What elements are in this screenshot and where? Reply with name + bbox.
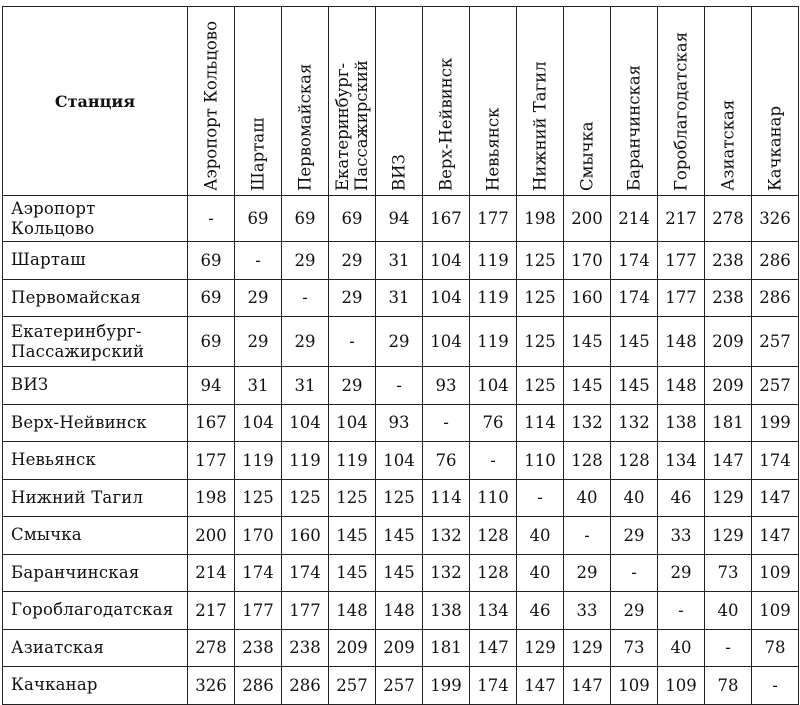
distance-cell: 128 (564, 442, 611, 480)
distance-cell: 174 (282, 554, 329, 592)
distance-cell: - (564, 517, 611, 555)
table-row (3, 479, 799, 517)
row-station-name: Екатеринбург- Пассажирский (3, 317, 188, 367)
distance-cell: 94 (376, 196, 423, 242)
distance-cell: 125 (329, 479, 376, 517)
distance-cell: - (658, 592, 705, 630)
distance-cell: 76 (470, 404, 517, 442)
distance-cell: - (470, 442, 517, 480)
distance-cell: 209 (376, 629, 423, 667)
distance-cell: 134 (470, 592, 517, 630)
distance-cell: 238 (705, 242, 752, 280)
column-header (611, 7, 658, 196)
distance-cell: 286 (282, 667, 329, 705)
distance-cell: 69 (235, 196, 282, 242)
distance-cell: 104 (423, 279, 470, 317)
distance-cell: 217 (658, 196, 705, 242)
distance-cell: 104 (235, 404, 282, 442)
distance-cell: 145 (564, 317, 611, 367)
row-station-name: Смычка (3, 517, 188, 555)
distance-cell: 148 (329, 592, 376, 630)
column-header (470, 7, 517, 196)
distance-cell: 148 (658, 317, 705, 367)
distance-cell: 181 (423, 629, 470, 667)
distance-cell: - (705, 629, 752, 667)
distance-cell: 147 (564, 667, 611, 705)
distance-cell: 138 (423, 592, 470, 630)
distance-cell: 31 (282, 367, 329, 405)
distance-cell: 145 (376, 517, 423, 555)
distance-cell: 110 (517, 442, 564, 480)
distance-cell: 69 (282, 196, 329, 242)
distance-cell: 119 (329, 442, 376, 480)
table-body (3, 196, 799, 705)
distance-cell: 238 (282, 629, 329, 667)
distance-cell: 109 (658, 667, 705, 705)
distance-cell: - (282, 279, 329, 317)
distance-cell: 170 (235, 517, 282, 555)
distance-cell: 31 (376, 242, 423, 280)
distance-cell: 177 (282, 592, 329, 630)
distance-cell: 93 (423, 367, 470, 405)
column-header (423, 7, 470, 196)
distance-cell: 104 (423, 242, 470, 280)
distance-cell: 145 (329, 517, 376, 555)
distance-cell: 174 (611, 242, 658, 280)
column-header-label: Качканар (765, 105, 785, 191)
distance-cell: 326 (188, 667, 235, 705)
table-row (3, 242, 799, 280)
distance-cell: 114 (423, 479, 470, 517)
distance-cell: 145 (376, 554, 423, 592)
distance-cell: 104 (329, 404, 376, 442)
row-station-name: Невьянск (3, 442, 188, 480)
distance-cell: 177 (470, 196, 517, 242)
column-header (517, 7, 564, 196)
column-header-label: Азиатская (718, 99, 738, 191)
distance-cell: 257 (329, 667, 376, 705)
table-row (3, 442, 799, 480)
distance-cell: 125 (517, 279, 564, 317)
column-header-label: Верх-Нейвинск (436, 57, 456, 191)
distance-cell: 132 (611, 404, 658, 442)
distance-cell: 119 (282, 442, 329, 480)
distance-cell: 129 (705, 479, 752, 517)
table-row (3, 196, 799, 242)
distance-cell: 128 (470, 554, 517, 592)
column-header (376, 7, 423, 196)
corner-header: Станция (3, 7, 188, 196)
column-header (188, 7, 235, 196)
distance-cell: 128 (470, 517, 517, 555)
distance-cell: 257 (376, 667, 423, 705)
distance-cell: 104 (470, 367, 517, 405)
distance-cell: 257 (752, 317, 799, 367)
column-header-label: Невьянск (483, 107, 503, 191)
row-station-name: Аэропорт Кольцово (3, 196, 188, 242)
distance-cell: 29 (235, 317, 282, 367)
column-header-label: Нижний Тагил (530, 61, 550, 191)
distance-cell: 29 (329, 279, 376, 317)
table-row (3, 592, 799, 630)
distance-cell: 132 (423, 517, 470, 555)
distance-cell: 29 (564, 554, 611, 592)
table-row (3, 317, 799, 367)
table-row (3, 517, 799, 555)
distance-cell: - (423, 404, 470, 442)
row-station-name: Нижний Тагил (3, 479, 188, 517)
distance-cell: 33 (564, 592, 611, 630)
column-header (235, 7, 282, 196)
distance-cell: 104 (376, 442, 423, 480)
row-station-name: Шарташ (3, 242, 188, 280)
distance-cell: 147 (470, 629, 517, 667)
column-header (564, 7, 611, 196)
distance-cell: - (235, 242, 282, 280)
distance-cell: 119 (470, 317, 517, 367)
distance-cell: 286 (235, 667, 282, 705)
distance-cell: 214 (611, 196, 658, 242)
table-row (3, 367, 799, 405)
distance-cell: 145 (611, 317, 658, 367)
distance-cell: 286 (752, 242, 799, 280)
distance-cell: 174 (235, 554, 282, 592)
distance-cell: 119 (470, 279, 517, 317)
row-station-name: Качканар (3, 667, 188, 705)
distance-cell: 29 (611, 517, 658, 555)
distance-cell: 200 (188, 517, 235, 555)
distance-cell: 145 (611, 367, 658, 405)
column-header-label: Смычка (577, 121, 597, 191)
distance-cell: 46 (517, 592, 564, 630)
distance-cell: 148 (658, 367, 705, 405)
distance-cell: 160 (282, 517, 329, 555)
distance-cell: 40 (705, 592, 752, 630)
distance-cell: 134 (658, 442, 705, 480)
column-header-label: Екатеринбург- Пассажирский (333, 60, 371, 191)
distance-cell: 199 (423, 667, 470, 705)
distance-cell: 129 (517, 629, 564, 667)
distance-cell: 257 (752, 367, 799, 405)
distance-cell: 109 (611, 667, 658, 705)
distance-cell: 177 (235, 592, 282, 630)
distance-cell: 69 (188, 279, 235, 317)
distance-cell: 147 (752, 517, 799, 555)
distance-cell: 29 (282, 317, 329, 367)
distance-cell: 109 (752, 592, 799, 630)
distance-cell: 326 (752, 196, 799, 242)
distance-cell: 199 (752, 404, 799, 442)
distance-cell: 31 (235, 367, 282, 405)
distance-cell: 238 (705, 279, 752, 317)
table-row (3, 629, 799, 667)
distance-cell: 40 (517, 554, 564, 592)
distance-cell: 147 (752, 479, 799, 517)
column-header (658, 7, 705, 196)
distance-cell: 128 (611, 442, 658, 480)
row-station-name: Верх-Нейвинск (3, 404, 188, 442)
distance-cell: 78 (705, 667, 752, 705)
row-station-name: Баранчинская (3, 554, 188, 592)
distance-cell: 78 (752, 629, 799, 667)
distance-cell: 29 (329, 242, 376, 280)
column-header-label: Аэропорт Кольцово (201, 20, 221, 191)
distance-cell: 40 (658, 629, 705, 667)
distance-cell: 167 (423, 196, 470, 242)
table-row (3, 667, 799, 705)
distance-cell: - (611, 554, 658, 592)
distance-cell: - (752, 667, 799, 705)
distance-cell: 119 (470, 242, 517, 280)
distance-cell: 33 (658, 517, 705, 555)
distance-cell: - (376, 367, 423, 405)
distance-cell: 167 (188, 404, 235, 442)
distance-cell: 73 (705, 554, 752, 592)
distance-cell: 29 (329, 367, 376, 405)
distance-cell: 29 (235, 279, 282, 317)
distance-cell: 104 (423, 317, 470, 367)
distance-cell: 114 (517, 404, 564, 442)
distance-cell: 278 (188, 629, 235, 667)
distance-cell: 46 (658, 479, 705, 517)
distance-cell: 29 (658, 554, 705, 592)
distance-cell: 209 (705, 367, 752, 405)
distance-cell: 214 (188, 554, 235, 592)
distance-cell: 132 (564, 404, 611, 442)
distance-cell: 29 (376, 317, 423, 367)
distance-cell: 177 (658, 279, 705, 317)
distance-cell: 198 (517, 196, 564, 242)
distance-table (2, 6, 799, 705)
column-header-label: Шарташ (248, 117, 268, 191)
distance-cell: 132 (423, 554, 470, 592)
column-header-label: Гороблагодатская (671, 31, 691, 191)
distance-cell: 145 (329, 554, 376, 592)
distance-cell: 94 (188, 367, 235, 405)
distance-cell: 40 (564, 479, 611, 517)
distance-cell: 138 (658, 404, 705, 442)
distance-cell: 125 (376, 479, 423, 517)
column-header-label: Баранчинская (624, 64, 644, 191)
column-header-label: Первомайская (295, 63, 315, 191)
distance-cell: 76 (423, 442, 470, 480)
distance-cell: - (329, 317, 376, 367)
column-header (282, 7, 329, 196)
row-station-name: ВИЗ (3, 367, 188, 405)
distance-cell: 125 (517, 242, 564, 280)
column-header (329, 7, 376, 196)
distance-cell: 209 (705, 317, 752, 367)
distance-cell: 177 (658, 242, 705, 280)
distance-cell: 125 (282, 479, 329, 517)
distance-cell: 217 (188, 592, 235, 630)
table-row (3, 279, 799, 317)
row-station-name: Первомайская (3, 279, 188, 317)
distance-cell: 160 (564, 279, 611, 317)
distance-cell: 119 (235, 442, 282, 480)
distance-cell: 29 (282, 242, 329, 280)
distance-cell: 93 (376, 404, 423, 442)
table-row (3, 404, 799, 442)
distance-cell: 181 (705, 404, 752, 442)
distance-cell: 238 (235, 629, 282, 667)
distance-cell: 174 (470, 667, 517, 705)
column-header-label: ВИЗ (389, 154, 409, 191)
distance-cell: 125 (235, 479, 282, 517)
distance-cell: 209 (329, 629, 376, 667)
column-header (705, 7, 752, 196)
distance-cell: 29 (611, 592, 658, 630)
distance-cell: 31 (376, 279, 423, 317)
distance-cell: - (517, 479, 564, 517)
distance-cell: 198 (188, 479, 235, 517)
distance-cell: 200 (564, 196, 611, 242)
row-station-name: Азиатская (3, 629, 188, 667)
distance-cell: 129 (564, 629, 611, 667)
distance-cell: - (188, 196, 235, 242)
distance-cell: 174 (611, 279, 658, 317)
distance-cell: 40 (611, 479, 658, 517)
distance-cell: 73 (611, 629, 658, 667)
distance-cell: 147 (517, 667, 564, 705)
distance-cell: 170 (564, 242, 611, 280)
distance-cell: 278 (705, 196, 752, 242)
distance-cell: 148 (376, 592, 423, 630)
distance-cell: 145 (564, 367, 611, 405)
distance-cell: 110 (470, 479, 517, 517)
distance-cell: 129 (705, 517, 752, 555)
distance-cell: 69 (188, 317, 235, 367)
distance-cell: 40 (517, 517, 564, 555)
distance-cell: 286 (752, 279, 799, 317)
distance-cell: 177 (188, 442, 235, 480)
column-header (752, 7, 799, 196)
distance-cell: 69 (329, 196, 376, 242)
header-row (3, 7, 799, 196)
distance-cell: 69 (188, 242, 235, 280)
row-station-name: Гороблагодатская (3, 592, 188, 630)
distance-cell: 147 (705, 442, 752, 480)
distance-cell: 109 (752, 554, 799, 592)
distance-cell: 174 (752, 442, 799, 480)
distance-cell: 125 (517, 317, 564, 367)
table-row (3, 554, 799, 592)
distance-cell: 125 (517, 367, 564, 405)
distance-cell: 104 (282, 404, 329, 442)
